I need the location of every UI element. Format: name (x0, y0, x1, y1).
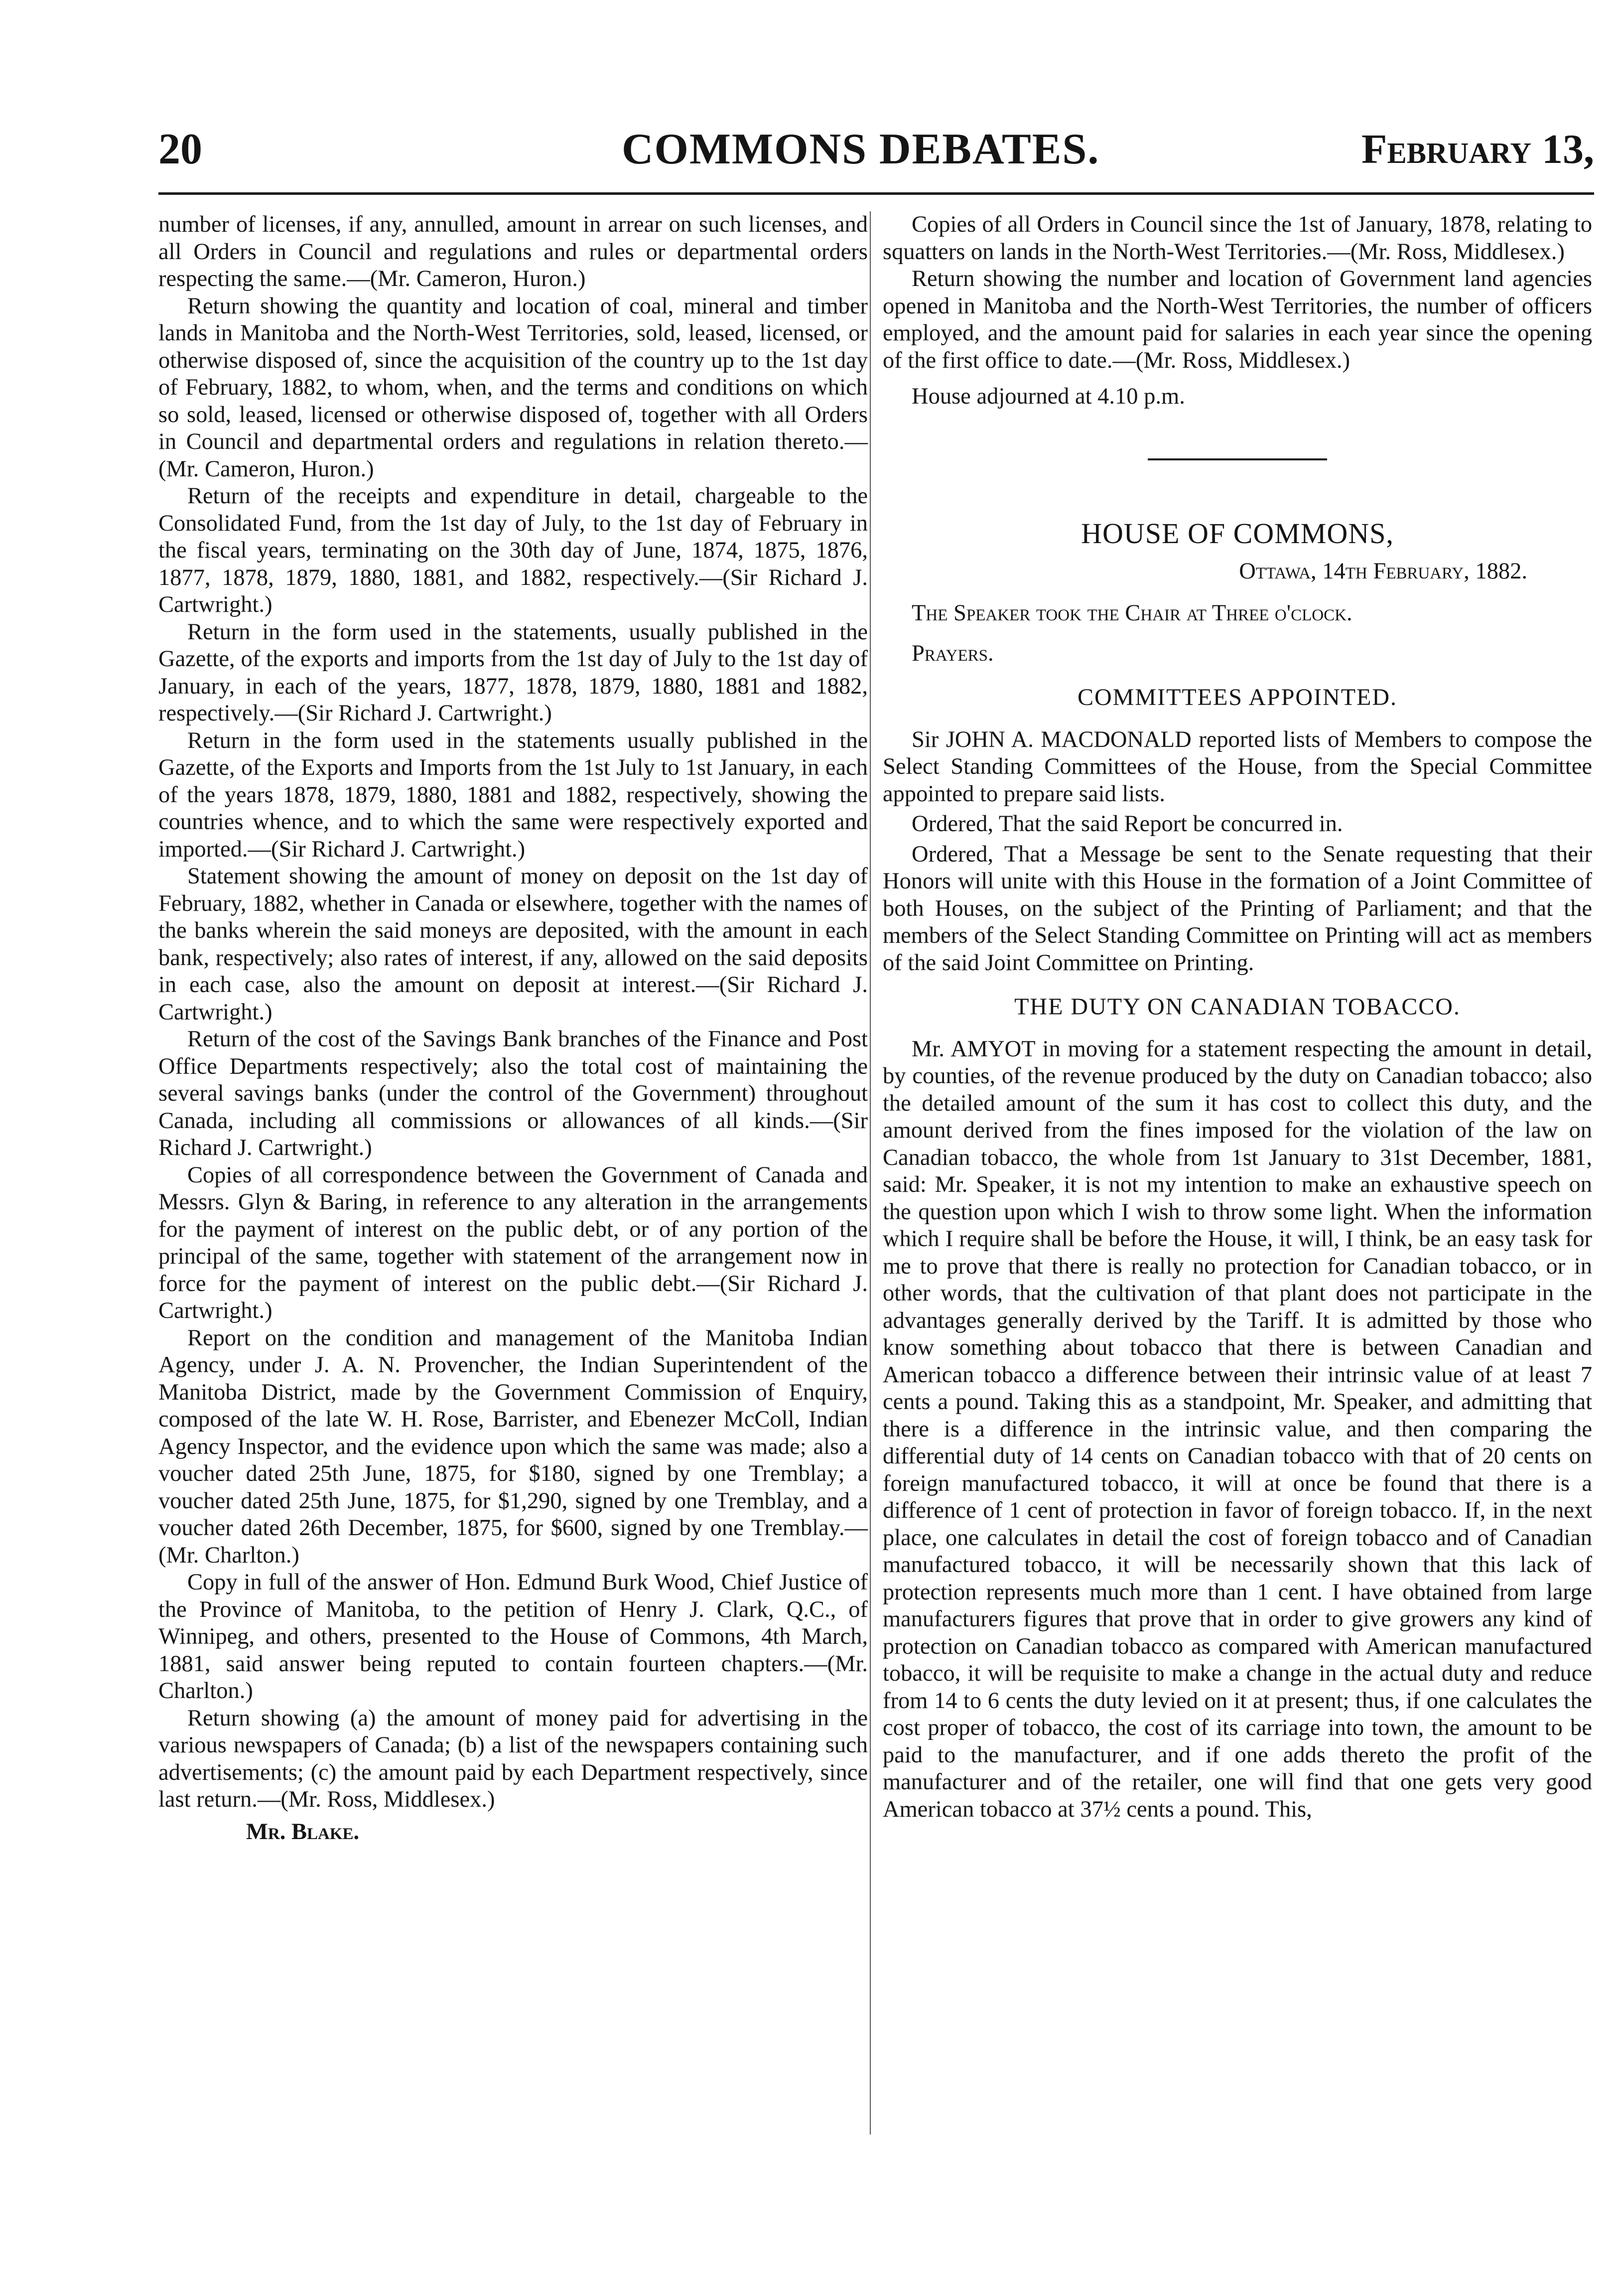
column-divider (870, 211, 871, 2135)
header-rule (158, 192, 1594, 195)
tobacco-heading: THE DUTY ON CANADIAN TOBACCO. (1014, 994, 1461, 1020)
section-rule (1148, 458, 1327, 460)
paragraph: Return in the form used in the statements usually published in the Gazette, of the Exports and Imports from the 1st July to 1st January, in each of the years 1878, 1879, 1880, 1881 and 1882, respectively, showing the countries whence, and to which the same were respectively exported and imported.—(Sir Richard J. Cartwright.) (158, 727, 868, 862)
header-date: February 13, (1361, 126, 1594, 172)
running-head (158, 120, 1594, 179)
paragraph: Copies of all correspondence between the Government of Canada and Messrs. Glyn & Baring, in reference to any alteration in the arrangements for the payment of interest on the public debt, or of any portion of the principal of the same, together with statement of the arrangement now in force for the payment of interest on the public debt.—(Sir Richard J. Cartwright.) (158, 1162, 868, 1323)
paragraph: Ordered, That the said Report be concurred in. (912, 811, 1343, 837)
right-column (883, 211, 1592, 1823)
paragraph: Return of the receipts and expenditure in detail, chargeable to the Consolidated Fund, from the 1st day of July, to the 1st day of February in the fiscal years, terminating on the 30th day of June, 1874, 1875, 1876, 1877, 1878, 1879, 1880, 1881, and 1882, respectively.—(Sir Richard J. Cartwright.) (158, 483, 868, 617)
prayers-line: Prayers. (912, 640, 994, 666)
paragraph: Report on the condition and management of the Manitoba Indian Agency, under J. A. N. Provencher, the Indian Superintendent of the Manitoba District, made by the Government Commission of Enquiry, composed of the late W. H. Rose, Barrister, and Ebenezer McColl, Indian Agency Inspector, and the evidence upon which the same was made; also a voucher dated 25th June, 1875, for $180, signed by one Tremblay; a voucher dated 25th June, 1875, for $1,290, signed by one Tremblay, and a voucher dated 26th December, 1875, for $600, signed by one Tremblay.—(Mr. Charlton.) (158, 1325, 868, 1568)
paragraph: Return showing (a) the amount of money paid for advertising in the various newspapers of Canada; (b) a list of the newspapers containing such advertisements; (c) the amount paid by each Department respectively, since last return.—(Mr. Ross, Middlesex.) (158, 1705, 868, 1812)
journal-title: COMMONS DEBATES. (622, 125, 1100, 173)
speaker-line: The Speaker took the Chair at Three o'clock. (912, 600, 1353, 626)
section-title: HOUSE OF COMMONS, (1081, 517, 1394, 550)
paragraph: Ordered, That a Message be sent to the Senate requesting that their Honors will unite with this House in the formation of a Joint Committee of both Houses, on the subject of the Printing of Parliament; and that the members of the Select Standing Committee on Printing will act as members of the said Joint Committee on Printing. (883, 841, 1592, 976)
paragraph: Sir JOHN A. MACDONALD reported lists of Members to compose the Select Standing Committees of the House, from the Special Committee appointed to prepare said lists. (883, 726, 1592, 807)
left-column (158, 211, 868, 1846)
page-number: 20 (158, 125, 202, 173)
committees-heading: COMMITTEES APPOINTED. (1077, 684, 1398, 711)
paragraph: Return showing the number and location of Government land agencies opened in Manitoba and the North-West Territories, the number of officers employed, and the amount paid for salaries in each year since the opening of the first office to date.—(Mr. Ross, Middlesex.) (883, 266, 1592, 373)
signature: Mr. Blake. (246, 1819, 360, 1845)
dateline: Ottawa, 14th February, 1882. (1239, 558, 1527, 584)
paragraph: Return in the form used in the statements, usually published in the Gazette, of the exports and imports from the 1st day of July to the 1st day of January, in each of the years, 1877, 1878, 1879, 1880, 1881 and 1882, respectively.—(Sir Richard J. Cartwright.) (158, 619, 868, 726)
paragraph: Return of the cost of the Savings Bank branches of the Finance and Post Office Departments respectively; also the total cost of maintaining the several savings banks (under the control of the Government) throughout Canada, including all commissions or allowances of all kinds.—(Sir Richard J. Cartwright.) (158, 1026, 868, 1160)
adjournment-note: House adjourned at 4.10 p.m. (912, 384, 1185, 409)
paragraph: Copies of all Orders in Council since the 1st of January, 1878, relating to squatters on lands in the North-West Territories.—(Mr. Ross, Middlesex.) (883, 212, 1592, 265)
paragraph: Return showing the quantity and location of coal, mineral and timber lands in Manitoba and the North-West Territories, sold, leased, licensed, or otherwise disposed of, since the acquisition of the country up to the 1st day of February, 1882, to whom, when, and the terms and conditions on which so sold, leased, licensed or otherwise disposed of, together with all Orders in Council and departmental orders and regulations in relation thereto.—(Mr. Cameron, Huron.) (158, 293, 868, 482)
paragraph: Statement showing the amount of money on deposit on the 1st day of February, 1882, whether in Canada or elsewhere, together with the names of the banks wherein the said moneys are deposited, with the amount in each bank, respectively; also rates of interest, if any, allowed on the said deposits in each case, also the amount on deposit at interest.—(Sir Richard J. Cartwright.) (158, 863, 868, 1025)
paragraph: Copy in full of the answer of Hon. Edmund Burk Wood, Chief Justice of the Province of Manitoba, to the petition of Henry J. Clark, Q.C., of Winnipeg, and others, presented to the House of Commons, 4th March, 1881, said answer being reputed to contain fourteen chapters.—(Mr. Charlton.) (158, 1570, 868, 1704)
paragraph: Mr. AMYOT in moving for a statement respecting the amount in detail, by counties, of the revenue produced by the duty on Canadian tobacco; also the detailed amount of the sum it has cost to collect this duty, and the amount derived from the fines imposed for the violation of the law on Canadian tobacco, the whole from 1st January to 31st December, 1881, said: Mr. Speaker, it is not my intention to make an exhaustive speech on the question upon which I wish to throw some light. When the information which I require shall be before the House, it will, I think, be an easy task for me to prove that there is really no protection for Canadian tobacco, or in other words, that the cultivation of that plant does not participate in the advantages generally derived by the Tariff. It is admitted by those who know something about tobacco that there is between Canadian and American tobacco a difference between their intrinsic value of at least 7 cents a pound. Taking this as a standpoint, Mr. Speaker, and admitting that there is a difference in the intrinsic value, and then comparing the differential duty of 14 cents on Canadian tobacco with that of 20 cents on foreign manufactured tobacco, it will at once be found that there is a difference of 1 cent of protection in favor of foreign tobacco. If, in the next place, one calculates in detail the cost of foreign tobacco and of Canadian manufactured tobacco, it will be necessarily shown that this lack of protection represents much more than 1 cent. I have obtained from large manufacturers figures that prove that in order to give growers any kind of protection on Canadian tobacco as compared with American manufactured tobacco, it will be requisite to make a change in the actual duty and reduce from 14 to 6 cents the duty levied on it at present; thus, if one calculates the cost proper of tobacco, the cost of its carriage into town, the amount to be paid to the manufacturer, and if one adds thereto the profit of the manufacturer and of the retailer, one will find that one gets very good American tobacco at 37½ cents a pound. This, (883, 1036, 1592, 1822)
paragraph: number of licenses, if any, annulled, amount in arrear on such licenses, and all Orders in Council and regulations and rules or departmental orders respecting the same.—(Mr. Cameron, Huron.) (158, 212, 868, 291)
